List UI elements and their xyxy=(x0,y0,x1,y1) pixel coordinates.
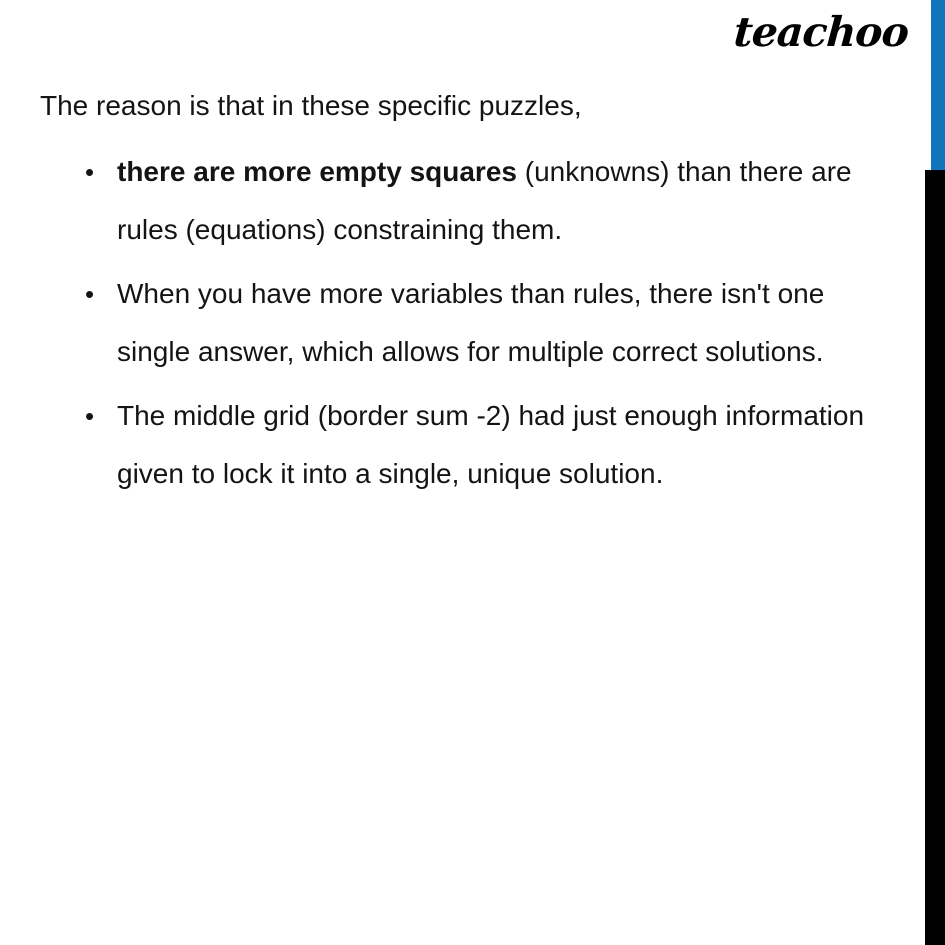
bullet-line-1 xyxy=(117,143,925,201)
bullet-line-1 xyxy=(117,265,925,323)
bullet-text xyxy=(117,387,925,503)
bullet-marker: • xyxy=(85,279,95,309)
bullet-text xyxy=(117,143,925,259)
bullet-regular-text: The middle grid (border sum -2) had just enough information xyxy=(117,400,865,431)
bullet-line-1 xyxy=(117,387,925,445)
bullet-line-2: rules (equations) constraining them. xyxy=(117,214,563,245)
bullet-marker: • xyxy=(85,157,95,187)
bullet-regular-text: When you have more variables than rules, there isn't one xyxy=(117,278,825,309)
bullet-item-1 xyxy=(85,143,925,259)
bullet-item-2 xyxy=(85,265,925,381)
bullet-marker: • xyxy=(85,401,95,431)
teachoo-logo: teachoo xyxy=(732,8,910,56)
accent-bar-blue xyxy=(931,0,945,170)
bullet-line-2: single answer, which allows for multiple correct solutions. xyxy=(117,336,824,367)
bullet-regular-text: (unknowns) than there are xyxy=(516,156,852,187)
bullet-bold-text: there are more empty squares xyxy=(117,156,517,187)
bullet-line-2: given to lock it into a single, unique solution. xyxy=(117,458,664,489)
intro-text: The reason is that in these specific puzzles, xyxy=(40,90,582,121)
bullet-list xyxy=(85,143,925,503)
bullet-text xyxy=(117,265,925,381)
accent-bar-black xyxy=(925,170,945,945)
bullet-item-3 xyxy=(85,387,925,503)
